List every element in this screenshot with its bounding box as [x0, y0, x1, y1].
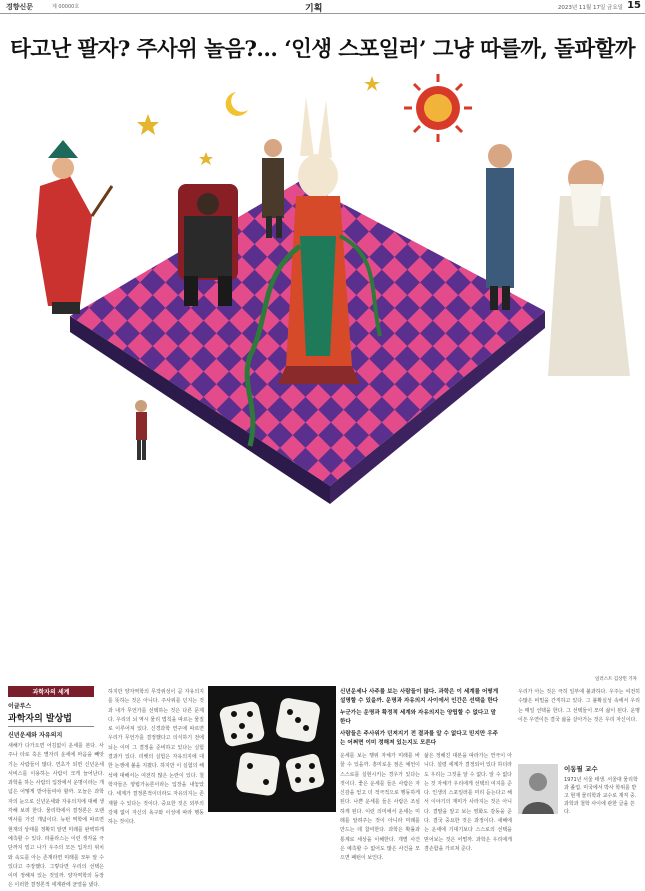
newspaper-name: 경향신문 — [6, 3, 34, 11]
pull-quote — [340, 688, 500, 750]
dice-photo — [208, 686, 336, 812]
pull-quote-3: 사람들은 주사위가 던져지기 전 결과를 알 수 없다고 믿지만 우주는 어쩌면 이미 정해져 있는지도 모른다 — [340, 730, 499, 747]
author-name: 이동필 교수 — [564, 765, 598, 773]
series-title: 과학자의 발상법 — [8, 714, 72, 724]
author-photo — [518, 764, 558, 814]
section-label: 기획 — [305, 4, 323, 14]
column-subtitle: 신년운세와 자유의지 — [8, 726, 94, 739]
body-column-3-text: 운세를 보는 행위 자체가 미래를 바꿀 수 있을까. 흥미로운 점은 예언이 스스로를 실현시키는 경우가 있다는 것이다. 좋은 운세를 들은 사람은 자신감을 얻고 더 적극적으로 행동하게 된다. 나쁜 운세를 들은 사람은 조심하게 된다. 이런 의미에서 운세는 미래를 알려주는 것이 아니라 미래를 만드는 데 참여한다. 과학은 확률과 통계로 세상을 이해한다. 개별 사건은 예측할 수 없어도 많은 사건을 모으면 패턴이 보인다. — [340, 753, 420, 862]
series-brand: 이글루스 — [8, 703, 32, 710]
body-column-4-text: 삶은 정해진 대본을 따라가는 연극이 아니다. 설령 세계가 결정되어 있다 하더라도 우리는 그것을 알 수 없다. 알 수 없다는 것 자체가 우리에게 선택의 여지를 준다. 인생의 스포일러를 미리 듣는다고 해서 이야기의 재미가 사라지는 것은 아니다. 결말을 알고 보는 영화도 감동을 준다. 결국 중요한 것은 과정이다. 새해에는 운세에 기대기보다 스스로의 선택을 믿어보는 것은 어떨까. 과학은 우리에게 겸손함을 가르쳐 준다. — [424, 753, 512, 852]
body-column-1-text: 새해가 다가오면 어김없이 운세를 본다. 사주나 타로 혹은 별자리 운세에 마음을 빼앗기는 사람들이 많다. 연초가 되면 신년운세 서비스를 이용하는 사람이 크게 늘어난다. 과학을 하는 사람의 입장에서 운명이라는 개념은 어떻게 받아들여야 할까. 오늘은 과학자의 눈으로 신년운세와 자유의지에 대해 생각해 보려 한다. 물리학에서 결정론은 오랜 역사를 가진 개념이다. 뉴턴 역학에 따르면 현재의 상태를 정확히 알면 미래를 완벽하게 예측할 수 있다. 라플라스는 이런 생각을 극단까지 밀고 나가 우주의 모든 입자의 위치와 속도를 아는 존재라면 미래를 모두 알 수 있다고 주장했다. 그렇다면 우리의 선택은 이미 정해져 있는 것일까. 양자역학의 등장은 이러한 결정론적 세계관에 균열을 냈다. — [8, 743, 104, 889]
masthead — [0, 0, 645, 14]
pull-quote-1: 신년운세나 사주를 보는 사람들이 많다. 과학은 이 세계를 어떻게 설명할 수 있을까. 운명과 자유의지 사이에서 인간은 선택을 한다 — [340, 689, 499, 705]
body-column-5-text: 우리가 아는 것은 극히 일부에 불과하다. 우주는 여전히 수많은 비밀을 간직하고 있다. 그 불확실성 속에서 우리는 매일 선택을 한다. 그 선택들이 모여 삶이 된다. 운명이든 우연이든 결국 삶을 살아가는 것은 우리 자신이다. — [518, 689, 640, 723]
author-bio: 1971년 서울 태생. 서울대 물리학과 졸업. 미국에서 박사 학위를 받고 현재 물리학과 교수로 재직 중. 과학과 철학 사이에 관한 글을 쓴다. — [564, 777, 638, 815]
pull-quote-2: 누군가는 운명과 확정적 세계와 자유의지는 양립할 수 없다고 말한다 — [340, 709, 497, 726]
body-column-5 — [518, 688, 640, 760]
series-tag: 과학자의 세계 — [8, 686, 94, 697]
body-column-1 — [8, 742, 104, 889]
body-column-2 — [108, 688, 204, 848]
series-box — [8, 686, 94, 724]
body-column-4 — [424, 752, 512, 852]
main-illustration — [0, 66, 645, 684]
headline: 타고난 팔자? 주사위 놀음?… ‘인생 스포일러’ 그냥 따를까, 돌파할까 — [10, 37, 635, 62]
page-number: 15 — [627, 0, 641, 11]
publish-date: 2023년 11월 17일 금요일 — [557, 5, 623, 11]
illustration-credit: 일러스트 김상민 기자 — [595, 677, 637, 682]
author-profile — [518, 764, 640, 844]
body-column-2-text: 하지만 양자역학의 무작위성이 곧 자유의지를 뜻하는 것은 아니다. 주사위를 던지는 것과 내가 무언가를 선택하는 것은 다른 문제다. 우리의 뇌 역시 물리 법칙을 따르는 물질로 이루어져 있다. 신경과학 연구에 따르면 우리가 무언가를 결정했다고 의식하기 전에 뇌는 이미 그 결정을 준비하고 있다는 실험 결과가 있다. 리벳의 실험은 자유의지에 대한 논쟁에 불을 지폈다. 하지만 이 실험의 해석에 대해서는 여전히 많은 논란이 있다. 철학자들은 양립가능론이라는 입장을 내놓았다. 세계가 결정론적이더라도 자유의지는 존재할 수 있다는 것이다. 중요한 것은 외부의 강제 없이 자신의 욕구와 이성에 따라 행동하는 것이다. — [108, 689, 204, 826]
issue-number: 제 00000호 — [52, 4, 80, 10]
body-column-3 — [340, 752, 420, 862]
